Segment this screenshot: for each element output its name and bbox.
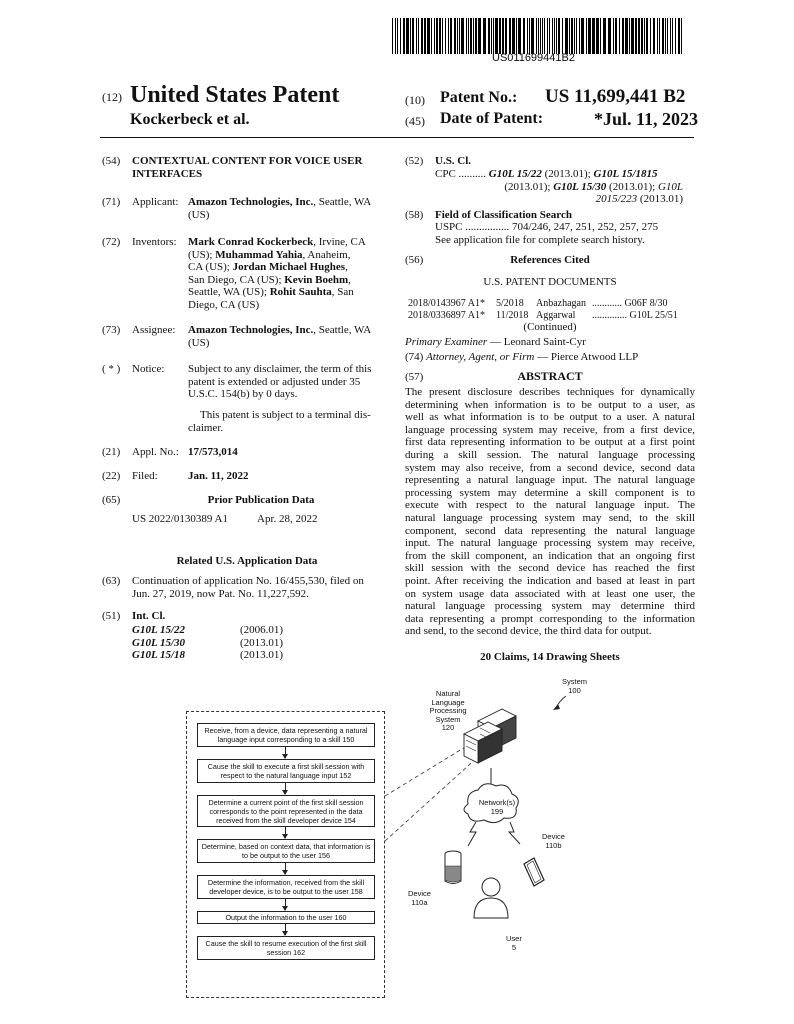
device-b-label	[542, 833, 565, 850]
inventor-text: Muhammad Yahia	[215, 248, 303, 261]
device-a-ref: 110a	[411, 897, 428, 907]
network-ref: 199	[490, 806, 504, 816]
date-prefix: (45)	[405, 114, 425, 128]
barcode-bar	[681, 18, 682, 54]
header-rule	[100, 137, 694, 138]
filed-label: Filed:	[132, 470, 158, 482]
applicant	[188, 196, 388, 221]
barcode-bar	[436, 18, 438, 54]
applicant-name: Amazon Technologies, Inc.	[188, 196, 314, 208]
us-cl-line	[435, 181, 683, 194]
abstract-line: determining when information is to be output to a user, as	[405, 398, 695, 411]
abstract-line: and send, to the second device, the third data for output.	[405, 625, 652, 638]
barcode-bar	[416, 18, 417, 54]
f22-code: (22)	[102, 470, 121, 482]
f58-code: (58)	[405, 209, 424, 221]
us-cl-text-segment: G10L	[657, 180, 683, 193]
barcode-bar	[615, 18, 617, 54]
int-cl-year: (2013.01)	[240, 636, 284, 649]
us-cl-text-segment: G10L 15/22	[488, 168, 542, 180]
patent-no-prefix: (10)	[405, 93, 425, 107]
barcode-bar	[392, 18, 393, 54]
barcode-bar	[579, 18, 580, 54]
kind-code-prefix: (12)	[102, 90, 122, 104]
barcode-bar	[406, 18, 409, 54]
barcode-bar	[473, 18, 474, 54]
notice-code: ( * )	[102, 363, 121, 375]
barcode-bar	[646, 18, 648, 54]
assignee	[188, 324, 388, 349]
inventor-text: ,	[345, 261, 348, 273]
system-arrow-head	[553, 704, 560, 710]
flow-arrow	[285, 747, 286, 758]
abstract-line: representing a natural language input. The natural language	[405, 474, 695, 487]
abstract-line: on system usage data associated with at least one user, the	[405, 587, 695, 600]
flow-arrow	[285, 924, 286, 935]
barcode-bar	[622, 18, 624, 54]
flow-step-162: Cause the skill to resume execution of the first skill session 162	[197, 936, 375, 960]
abstract-line: data representing a prompt corresponding to the information	[405, 612, 695, 625]
lightning-icon	[468, 822, 476, 846]
barcode-bar	[608, 18, 611, 54]
invention-title: CONTEXTUAL CONTENT FOR VOICE USER INTERFACES	[132, 155, 363, 180]
barcode-bar	[675, 18, 676, 54]
barcode-bar	[540, 18, 541, 54]
barcode-bar	[445, 18, 446, 54]
abstract-line: component, second data representing the natural language	[405, 524, 695, 537]
abstract-line: point. After receiving the indication and based at least in part	[405, 574, 695, 587]
inventor-line	[188, 236, 366, 249]
barcode-bar	[495, 18, 498, 54]
abstract-line: natural language processing system may determine third	[405, 600, 695, 613]
us-cl-text-segment: G10L 15/30	[553, 180, 607, 193]
nlp-label	[424, 690, 472, 733]
prior-pub-date: Apr. 28, 2022	[257, 513, 318, 525]
inventor-text: Kevin Boehm	[284, 273, 349, 286]
inventor-line	[188, 299, 366, 312]
f71-code: (71)	[102, 196, 121, 208]
barcode-bar	[657, 18, 658, 54]
system-label-text: System	[562, 677, 588, 686]
barcode-bar	[603, 18, 606, 54]
f54-code: (54)	[102, 155, 121, 167]
related-text	[132, 575, 364, 600]
barcode-bar	[475, 18, 477, 54]
inventor-line	[188, 261, 366, 274]
barcode-bar	[635, 18, 637, 54]
barcode-bar	[574, 18, 575, 54]
abstract-line: input. The natural language processing system may receive,	[405, 537, 695, 550]
us-cl-text-segment: (2013.01);	[606, 180, 658, 193]
flow-step-152: Cause the skill to execute a first skill session with respect to the natural language input 152	[197, 759, 375, 783]
barcode-bar	[638, 18, 640, 54]
abstract-heading: ABSTRACT	[517, 369, 583, 383]
related-line: Jun. 27, 2019, now Pat. No. 11,227,592.	[132, 587, 309, 600]
reference-cell: .............. G10L 25/51	[592, 309, 678, 321]
reference-cell: Anbazhagan	[536, 298, 586, 309]
int-cl-year: (2013.01)	[240, 649, 284, 661]
barcode-bar	[672, 18, 673, 54]
barcode-bar	[509, 18, 511, 54]
inventors-list	[188, 236, 366, 311]
claims-sheets: 20 Claims, 14 Drawing Sheets	[480, 651, 620, 663]
notice-text-1	[188, 363, 371, 401]
int-cl-table	[132, 624, 332, 662]
barcode-bar	[629, 18, 630, 54]
barcode-bar	[650, 18, 651, 54]
device-a-label	[408, 890, 431, 907]
abstract-line: execute with respect to the natural language input. The	[405, 499, 695, 512]
barcode-bar	[547, 18, 548, 54]
int-cl-row	[132, 624, 332, 637]
barcode-bar	[448, 18, 449, 54]
references-heading: References Cited	[510, 254, 590, 266]
abstract-line: skill session with the second device has reached the first	[405, 562, 695, 575]
us-patent-docs-heading: U.S. PATENT DOCUMENTS	[483, 276, 617, 288]
barcode-bar	[478, 18, 481, 54]
barcode-bar	[421, 18, 423, 54]
notice-label: Notice:	[132, 363, 165, 375]
barcode-bar	[586, 18, 587, 54]
barcode-bar	[483, 18, 486, 54]
barcode-bar	[644, 18, 645, 54]
tablet-icon	[524, 858, 544, 886]
barcode-bar	[544, 18, 545, 54]
barcode-bar	[431, 18, 432, 54]
prior-pub-heading: Prior Publication Data	[207, 494, 315, 506]
barcode-bar	[424, 18, 426, 54]
barcode-bar	[600, 18, 601, 54]
us-cl-text-segment: G10L 15/1815	[593, 168, 658, 180]
f51-code: (51)	[102, 610, 121, 622]
barcode-bar	[659, 18, 660, 54]
barcode-bar	[400, 18, 401, 54]
int-cl-class: G10L 15/30	[132, 636, 186, 649]
filed-date: Jan. 11, 2022	[188, 470, 249, 482]
barcode-bar	[565, 18, 568, 54]
barcode-bar	[571, 18, 573, 54]
references-continued: (Continued)	[523, 321, 577, 333]
barcode-bar	[418, 18, 419, 54]
reference-cell: 11/2018	[496, 309, 529, 321]
int-cl-class: G10L 15/22	[132, 624, 186, 636]
inventor-text: (US);	[188, 248, 216, 261]
inventor-text: San Diego, CA (US);	[188, 273, 285, 286]
field-search-line: USPC ................ 704/246, 247, 251, 252, 257, 275	[435, 221, 659, 233]
us-cl-text	[435, 168, 683, 206]
examiner-label: Primary Examiner	[405, 336, 488, 348]
device-b-ref: 110b	[545, 840, 562, 850]
attorney-name: — Pierce Atwood LLP	[534, 351, 639, 363]
reference-cell: 2018/0336897 A1*	[408, 309, 485, 321]
notice-line: This patent is subject to a terminal dis-	[200, 409, 371, 421]
inventor-text: ,	[348, 273, 351, 286]
barcode-bar	[670, 18, 671, 54]
barcode-bar	[468, 18, 469, 54]
barcode-bar	[588, 18, 591, 54]
flow-step-160: Output the information to the user 160	[197, 911, 375, 924]
barcode-bar	[596, 18, 599, 54]
abstract-line: first data representing information to be output at a first point	[405, 436, 695, 449]
us-cl-label: U.S. Cl.	[435, 155, 472, 167]
barcode-bar	[434, 18, 435, 54]
abstract-line: language processing system may receive, from a first device,	[405, 423, 695, 436]
barcode-bar	[619, 18, 620, 54]
examiner-line	[405, 336, 586, 349]
inventor-line	[188, 286, 366, 299]
inventor-text: , San	[331, 286, 354, 298]
flow-step-150: Receive, from a device, data representing a natural language input corresponding to a skill 150	[197, 723, 375, 747]
applicant-location: , Seattle, WA (US)	[188, 196, 371, 221]
reference-cell: ............ G06F 8/30	[592, 298, 668, 309]
examiner-name: — Leonard Saint-Cyr	[487, 336, 586, 348]
barcode-bar	[542, 18, 543, 54]
barcode-bar	[491, 18, 492, 54]
us-cl-text-segment: (2013.01);	[541, 168, 594, 180]
abstract-line: processing system may determine a skill component is to	[405, 486, 695, 499]
notice-text-2	[188, 409, 371, 434]
inventor-text: Mark Conrad Kockerbeck	[188, 236, 314, 248]
barcode-bar	[442, 18, 443, 54]
int-cl-label: Int. Cl.	[132, 610, 166, 622]
applicant-label: Applicant:	[132, 196, 179, 208]
barcode-bar	[454, 18, 456, 54]
reference-cell: 5/2018	[496, 298, 524, 309]
user-icon	[474, 878, 508, 918]
notice-line: claimer.	[188, 421, 224, 434]
notice-line: Subject to any disclaimer, the term of this	[188, 363, 372, 375]
f74-code: (74)	[405, 351, 424, 363]
f65-code: (65)	[102, 494, 121, 506]
barcode-bar	[667, 18, 668, 54]
f52-code: (52)	[405, 155, 424, 167]
reference-cell: Aggarwal	[536, 309, 576, 321]
barcode-bar	[625, 18, 628, 54]
barcode-bar	[531, 18, 534, 54]
barcode-bar	[439, 18, 441, 54]
us-cl-text-segment: 2015/223	[595, 193, 638, 205]
barcode-bar	[527, 18, 528, 54]
device-b-label-text: Device	[542, 832, 565, 841]
f56-code: (56)	[405, 254, 424, 266]
barcode-bar	[461, 18, 464, 54]
barcode-bar	[516, 18, 517, 54]
abstract-line: system may also receive, from a second device, second data	[405, 461, 695, 474]
barcode-bar	[505, 18, 507, 54]
patent-no-label: Patent No.:	[440, 89, 518, 106]
reference-row	[408, 298, 694, 310]
inventor-text: , Anaheim,	[302, 248, 351, 261]
barcode-bar	[488, 18, 490, 54]
appl-no: 17/573,014	[188, 446, 238, 458]
f21-code: (21)	[102, 446, 121, 458]
notice-line: U.S.C. 154(b) by 0 days.	[188, 388, 298, 400]
network-label	[474, 799, 520, 816]
attorney-label: Attorney, Agent, or Firm	[426, 351, 535, 363]
system-label	[562, 678, 587, 695]
us-cl-text-segment: CPC ..........	[435, 168, 489, 180]
system-ref: 100	[568, 685, 581, 695]
barcode-bar	[427, 18, 430, 54]
inventor-line	[188, 274, 366, 287]
barcode-bar	[562, 18, 563, 54]
inventors-label: Inventors:	[132, 236, 177, 248]
inventor-line	[188, 249, 366, 262]
flow-step-158: Determine the information, received from the skill developer device, is to be output to the user 158	[197, 875, 375, 899]
assignee-name: Amazon Technologies, Inc.	[188, 324, 314, 336]
field-search-label: Field of Classification Search	[435, 209, 572, 221]
nlp-label-text: Natural Language Processing System	[429, 689, 467, 724]
int-cl-class: G10L 15/18	[132, 649, 186, 661]
barcode-bar	[558, 18, 560, 54]
reference-cell: 2018/0143967 A1*	[408, 298, 485, 309]
barcode-bar	[538, 18, 539, 54]
abstract-line: natural language processing system may send, to the skill	[405, 511, 695, 524]
barcode-bar	[576, 18, 577, 54]
user-label-text: User	[506, 934, 522, 943]
inventor-text: Seattle, WA (US);	[188, 286, 270, 298]
barcode-bar	[502, 18, 504, 54]
barcode-bar	[459, 18, 460, 54]
nlp-ref: 120	[441, 723, 455, 732]
barcode-bar	[470, 18, 472, 54]
barcode-bar	[512, 18, 515, 54]
barcode-bar	[678, 18, 680, 54]
inventors-short: Kockerbeck et al.	[130, 111, 250, 128]
abstract-line: from the skill component, an indication that an ongoing first	[405, 549, 695, 562]
barcode-bar	[581, 18, 584, 54]
us-cl-text-segment: (2013.01)	[637, 193, 683, 205]
references-list	[408, 298, 694, 321]
inventor-text: Jordan Michael Hughes	[232, 261, 346, 273]
f57-code: (57)	[405, 371, 424, 383]
flow-step-156: Determine, based on context data, that information is to be output to the user 156	[197, 839, 375, 863]
barcode-bar	[653, 18, 655, 54]
barcode-bar	[665, 18, 666, 54]
barcode-bar	[412, 18, 414, 54]
assignee-location: , Seattle, WA (US)	[188, 324, 371, 349]
barcode-bar	[549, 18, 550, 54]
inventor-text: , Irvine, CA	[313, 236, 366, 248]
smart-speaker-icon	[445, 851, 461, 884]
barcode-bar	[410, 18, 411, 54]
us-cl-text-segment: (2013.01);	[504, 180, 554, 193]
barcode-bar	[592, 18, 595, 54]
related-line: Continuation of application No. 16/455,530, filed on	[132, 575, 364, 587]
barcode-bar	[662, 18, 664, 54]
field-search-text	[435, 221, 658, 246]
abstract-line: The present disclosure describes techniques for dynamically	[405, 386, 695, 398]
network-label-text: Network(s)	[478, 798, 516, 807]
patent-number: US 11,699,441 B2	[545, 86, 686, 107]
barcode-bar	[397, 18, 398, 54]
f63-code: (63)	[102, 575, 121, 587]
barcode-bar	[552, 18, 553, 54]
date-label: Date of Patent:	[440, 110, 544, 127]
us-cl-line	[435, 168, 683, 181]
barcode-bar	[641, 18, 643, 54]
abstract-line: well as what information is to be output to a user. A natural	[405, 411, 695, 424]
int-cl-row	[132, 649, 332, 662]
barcode-bar	[457, 18, 458, 54]
device-a-label-text: Device	[408, 889, 431, 898]
f73-code: (73)	[102, 324, 121, 336]
assignee-label: Assignee:	[132, 324, 176, 336]
barcode-image	[392, 18, 684, 54]
int-cl-row	[132, 637, 332, 650]
flow-arrow	[285, 899, 286, 910]
barcode-bar	[613, 18, 614, 54]
barcode-bar	[518, 18, 521, 54]
prior-pub-number: US 2022/0130389 A1	[132, 513, 228, 525]
barcode-bar	[395, 18, 396, 54]
patent-date: *Jul. 11, 2023	[594, 109, 699, 129]
related-heading: Related U.S. Application Data	[176, 555, 318, 567]
user-ref: 5	[511, 942, 516, 952]
flow-arrow	[285, 863, 286, 874]
us-cl-line	[435, 193, 683, 206]
reference-row	[408, 310, 694, 322]
barcode-bar	[556, 18, 557, 54]
f72-code: (72)	[102, 236, 121, 248]
barcode-bar	[554, 18, 555, 54]
flow-arrow	[285, 827, 286, 838]
attorney-line	[405, 351, 638, 364]
patent-title: United States Patent	[130, 82, 340, 108]
inventor-text: CA (US);	[188, 261, 233, 273]
lightning-icon	[509, 822, 520, 844]
barcode-bar	[403, 18, 405, 54]
barcode-number: US011699441B2	[492, 52, 575, 64]
flow-arrow	[285, 783, 286, 794]
inventor-text: Rohit Sauhta	[269, 286, 332, 298]
barcode-bar	[529, 18, 530, 54]
notice-line: patent is extended or adjusted under 35	[188, 375, 361, 388]
barcode-bar	[631, 18, 634, 54]
abstract-text	[405, 386, 695, 638]
barcode-bar	[523, 18, 525, 54]
inventor-text: Diego, CA (US)	[188, 298, 260, 311]
int-cl-year: (2006.01)	[240, 624, 284, 636]
appl-no-label: Appl. No.:	[132, 446, 179, 458]
abstract-line: during a skill session. The natural language processing	[405, 448, 695, 461]
barcode-bar	[493, 18, 494, 54]
field-search-line: See application file for complete search history.	[435, 233, 645, 246]
barcode-bar	[499, 18, 501, 54]
barcode-bar	[466, 18, 467, 54]
user-label	[506, 935, 522, 952]
barcode-bar	[536, 18, 537, 54]
barcode-bar	[450, 18, 452, 54]
flow-step-154: Determine a current point of the first skill session corresponds to the point represented in the data received from the skill developer device 154	[197, 795, 375, 827]
barcode-bar	[569, 18, 570, 54]
